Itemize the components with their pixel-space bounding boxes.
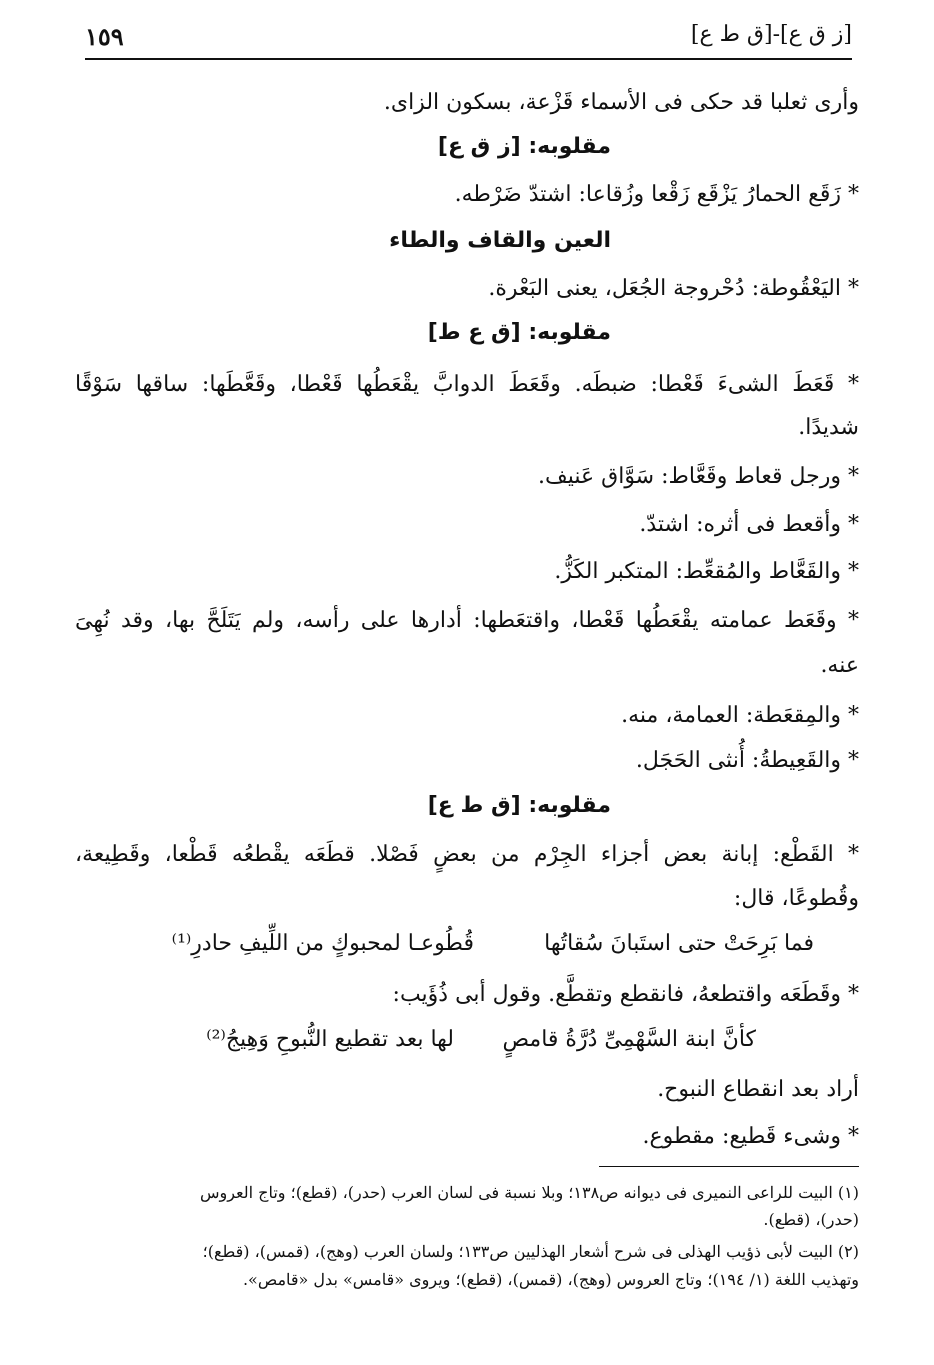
footnote-2: (٢) البيت لأبى ذؤيب الهذلى فى شرح أشعار الهذليين ص١٣٣؛ ولسان العرب (وهج)، (قمس)، (قطع)؛: [202, 1242, 859, 1261]
entry-line-continued: وقُطوعًا، قال:: [733, 886, 859, 911]
verse-second-hemistich: قُطُوعـا لمحبوكٍ من اللِّيفِ حادرِ⁽¹⁾: [171, 931, 474, 956]
footnote-rule: [599, 1166, 859, 1167]
section-heading: مقلوبه: [ق ع ط]: [427, 320, 611, 345]
footnote-1-continued: (حدر)، (قطع).: [763, 1210, 859, 1229]
entry-line: * اليَعْقُوطة: دُحْروجة الجُعَل، يعنى البَعْرة.: [488, 276, 859, 301]
entry-line: * وشىء قَطيع: مقطوع.: [642, 1124, 859, 1149]
page-number: ١٥٩: [85, 22, 124, 51]
footnote-1: (١) البيت للراعى النميرى فى ديوانه ص١٣٨؛ وبلا نسبة فى لسان العرب (حدر)، (قطع)؛ وتاج العروس: [199, 1183, 859, 1202]
verse-first-hemistich: كأنَّ ابنة السَّهْمِىِّ دُرَّةُ قامصٍ: [502, 1027, 756, 1052]
entry-line: * والقَعِيطةُ: أُنثى الحَجَل.: [635, 748, 859, 773]
entry-line: * زَقَع الحمارُ يَزْقَع زَقْعا وزُقاعا: اشتدّ ضَرْطه.: [454, 182, 859, 207]
body-line: أراد بعد انقطاع النبوح.: [657, 1077, 859, 1102]
entry-line: * القَطْع: إبانة بعض أجزاء الجِرْم من بعضٍ فَصْلا. قطَعَه يقْطعُه قَطْعا، وقَطِيعة،: [75, 842, 859, 867]
chapter-heading: العين والقاف والطاء: [389, 228, 611, 253]
section-heading: مقلوبه: [ق ط ع]: [427, 793, 611, 818]
verse-first-hemistich: فما بَرِحَتْ حتى استَبانَ سُقاتُها: [544, 931, 814, 956]
entry-line-continued: عنه.: [820, 653, 859, 678]
entry-line: * والقَعَّاط والمُقعِّط: المتكبر الكَزُّ.: [554, 559, 859, 584]
entry-line: * والمِقعَطة: العمامة، منه.: [621, 703, 859, 728]
footnote-2-continued: وتهذيب اللغة (١/ ١٩٤)؛ وتاج العروس (وهج)، (قمس)، (قطع)؛ ويروى «قامس» بدل «قامص».: [242, 1270, 859, 1289]
body-line: وأرى ثعلبا قد حكى فى الأسماء قَزْعة، بسكون الزاى.: [383, 90, 859, 115]
verse-second-hemistich: لها بعد تقطيع النُّبوحِ وَهِيجُ⁽²⁾: [206, 1027, 454, 1052]
entry-line-continued: شديدًا.: [798, 415, 859, 440]
entry-line: * وقَعَط عمامته يقْعَطُها قَعْطا، واقتعَطها: أدارها على رأسه، ولم يَتَلَحَّ بها، وقد نُهِىَ: [75, 608, 859, 633]
entry-line: * ورجل قعاط وقَعَّاط: سَوَّاق عَنيف.: [537, 464, 859, 489]
header-root-label: [ز ق ع]-[ق ط ع]: [690, 22, 852, 47]
section-heading: مقلوبه: [ز ق ع]: [437, 134, 611, 159]
entry-line: * وقَطَعَه واقتطعهُ، فانقطع وتقطَّع. وقول أبى ذُؤَيب:: [392, 982, 859, 1007]
running-header: [85, 22, 852, 56]
header-rule: [85, 58, 852, 60]
entry-line: * قَعَطَ الشىءَ قَعْطا: ضبطَه. وقَعَطَ الدوابَّ يقْعَطُها قَعْطا، وقَعَّطَها: ساقها سَوْقًا: [75, 372, 859, 397]
entry-line: * وأقعط فى أثره: اشتدّ.: [639, 512, 859, 537]
